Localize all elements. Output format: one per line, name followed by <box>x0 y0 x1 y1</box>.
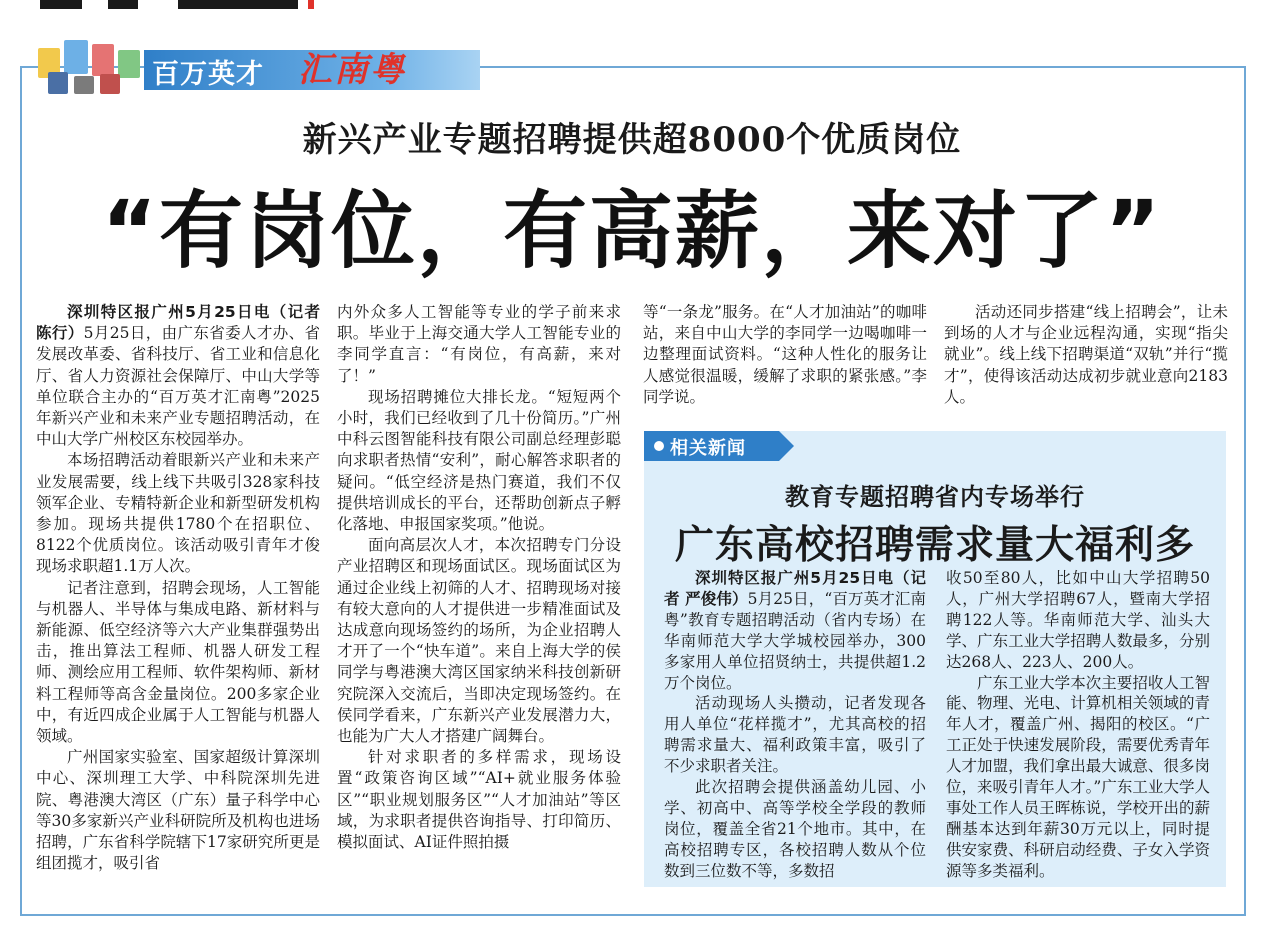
masthead-strip <box>0 0 1264 12</box>
paragraph: 现场招聘摊位大排长龙。“短短两个小时，我们已经收到了几十份简历。”广州中科云图智能科技有限公司副总经理彭聪向求职者热情“安利”，耐心解答求职者的疑问。“低空经济是热门赛道，我们不仅提供培训成长的平台，还帮助创新点子孵化落地、申报国家奖项。”他说。 <box>337 387 621 534</box>
related-subtitle: 教育专题招聘省内专场举行 <box>785 482 1085 511</box>
masthead-fragment <box>108 0 138 9</box>
paragraph: 5月25日，“百万英才汇南粤”教育专题招聘活动（省内专场）在华南师范大学大学城校园举办，300多家用人单位招贤纳士，共提供超1.2万个岗位。 <box>664 589 926 692</box>
article-dateline: 深圳特区报广州5月25日电（记者 陈行） <box>36 303 320 343</box>
related-dateline: 深圳特区报广州5月25日电（记者 严俊伟） <box>664 569 926 608</box>
masthead-fragment <box>178 0 298 9</box>
paragraph: 广州国家实验室、国家超级计算深圳中心、深圳理工大学、中科院深圳先进院、粤港澳大湾区（广东）量子科学中心等30多家新兴产业科研院所及机构也进场招聘，广东省科学院辖下17家研究所更是组团揽才，吸引省 <box>36 748 320 873</box>
paragraph: 面向高层次人才，本次招聘专门分设产业招聘区和现场面试区。现场面试区为通过企业线上初筛的人才、招聘现场对接有较大意向的人才提供进一步精准面试及达成意向现场签约的场所，为企业招聘人才开了一个“快车道”。来自上海大学的侯同学与粤港澳大湾区国家纳米科技创新研究院深入交流后，当即决定现场签约。在侯同学看来，广东新兴产业发展潜力大，也能为广大人才搭建广阔舞台。 <box>337 536 621 746</box>
paragraph: 本场招聘活动着眼新兴产业和未来产业发展需要，线上线下共吸引328家科技领军企业、专精特新企业和新型研发机构参加。现场共提供1780个在招职位、8122个优质岗位。该活动吸引青年才俊现场求职超1.1万人次。 <box>36 451 320 576</box>
bullet-icon <box>654 441 664 451</box>
related-tag-label: 相关新闻 <box>670 438 746 459</box>
related-news-tag <box>644 431 794 461</box>
page-edge <box>1246 0 1264 934</box>
banner-title: 百万英才 <box>152 59 264 90</box>
article-column-4 <box>944 302 1228 408</box>
paragraph: 活动还同步搭建“线上招聘会”，让未到场的人才与企业远程沟通，实现“指尖就业”。线上线下招聘渠道“双轨”并行“揽才”，使得该活动达成初步就业意向2183人。 <box>944 303 1228 406</box>
banner-slogan: 汇南粤 <box>298 50 406 90</box>
paragraph: 收50至80人，比如中山大学招聘50人，广州大学招聘67人，暨南大学招聘122人等。华南师范大学、汕头大学、广东工业大学招聘人数最多，分别达268人、223人、200人。 <box>946 569 1210 671</box>
related-column-2 <box>946 568 1210 882</box>
column-banner <box>34 36 480 96</box>
article-column-1 <box>36 302 320 874</box>
paragraph: 广东工业大学本次主要招收人工智能、物理、光电、计算机相关领域的青年人才，覆盖广州、揭阳的校区。“广工正处于快速发展阶段，需要优秀青年人才加盟，我们拿出最大诚意、很多岗位，来吸引青年人才。”广东工业大学人事处工作人员王晖栋说，学校开出的薪酬基本达到年薪30万元以上，同时提供安家费、科研启动经费、子女入学资源等多类福利。 <box>946 673 1210 880</box>
paragraph: 记者注意到，招聘会现场，人工智能与机器人、半导体与集成电路、新材料与新能源、低空经济等六大产业集群强势出击，推出算法工程师、机器人研发工程师、测绘应用工程师、软件架构师、新材料工程师等高含金量岗位。200多家企业中，有近四成企业属于人工智能与机器人领域。 <box>36 578 320 746</box>
masthead-fragment <box>308 0 314 9</box>
people-icon <box>34 36 146 96</box>
article-column-2 <box>337 302 621 853</box>
related-headline: 广东高校招聘需求量大福利多 <box>674 523 1195 568</box>
article-subtitle: 新兴产业专题招聘提供超8000个优质岗位 <box>302 120 962 160</box>
paragraph: 5月25日，由广东省委人才办、省发展改革委、省科技厅、省工业和信息化厅、省人力资源社会保障厅、中山大学等单位联合主办的“百万英才汇南粤”2025年新兴产业和未来产业专题招聘活动，在中山大学广州校区东校园举办。 <box>36 324 320 449</box>
article-headline: “有岗位，有高薪，来对了” <box>101 182 1163 280</box>
paragraph: 等“一条龙”服务。在“人才加油站”的咖啡站，来自中山大学的李同学一边喝咖啡一边整理面试资料。“这种人性化的服务让人感觉很温暖，缓解了求职的紧张感。”李同学说。 <box>643 303 927 406</box>
paragraph: 此次招聘会提供涵盖幼儿园、小学、初高中、高等学校全学段的教师岗位，覆盖全省21个地市。其中，在高校招聘专区，各校招聘人数从个位数到三位数不等，多数招 <box>664 778 926 880</box>
masthead-fragment <box>40 0 82 9</box>
paragraph: 针对求职者的多样需求，现场设置“政策咨询区域”“AI+就业服务体验区”“职业规划服务区”“人才加油站”等区域，为求职者提供咨询指导、打印简历、模拟面试、AI证件照拍摄 <box>337 748 621 852</box>
article-column-3 <box>643 302 927 408</box>
paragraph: 活动现场人头攒动，记者发现各用人单位“花样揽才”，尤其高校的招聘需求量大、福利政策丰富，吸引了不少求职者关注。 <box>664 694 926 776</box>
related-column-1 <box>664 568 926 882</box>
paragraph: 内外众多人工智能等专业的学子前来求职。毕业于上海交通大学人工智能专业的李同学直言：“有岗位，有高薪，来对了！” <box>337 303 621 385</box>
